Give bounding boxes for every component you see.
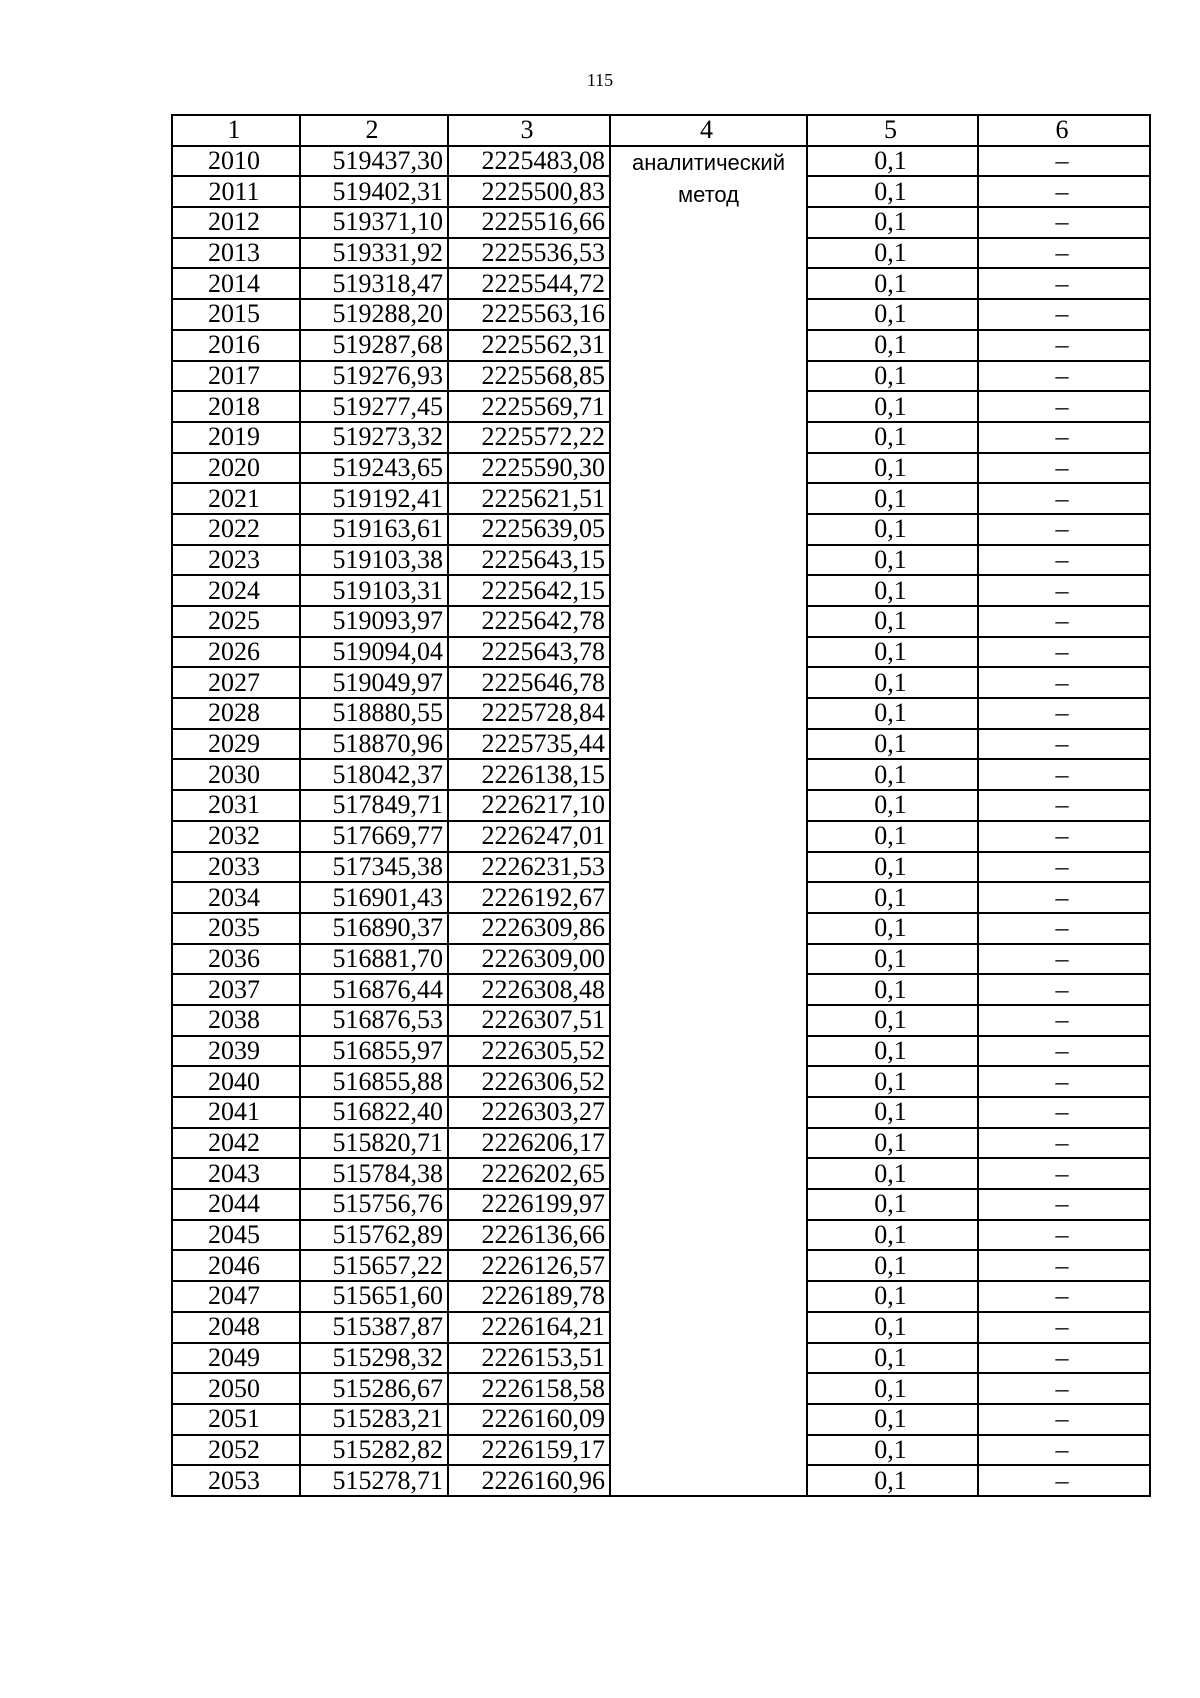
x-coordinate-cell: 515784,38 xyxy=(300,1158,448,1189)
y-coordinate-cell: 2226306,52 xyxy=(448,1066,610,1097)
x-coordinate-cell: 519049,97 xyxy=(300,667,448,698)
accuracy-cell: 0,1 xyxy=(807,1066,978,1097)
accuracy-cell: 0,1 xyxy=(807,1343,978,1374)
x-coordinate-cell: 519243,65 xyxy=(300,453,448,484)
point-number-cell: 2026 xyxy=(172,637,300,668)
accuracy-cell: 0,1 xyxy=(807,268,978,299)
point-number-cell: 2048 xyxy=(172,1312,300,1343)
point-number-cell: 2035 xyxy=(172,913,300,944)
y-coordinate-cell: 2226153,51 xyxy=(448,1343,610,1374)
header-cell-6: 6 xyxy=(978,115,1150,146)
accuracy-cell: 0,1 xyxy=(807,299,978,330)
x-coordinate-cell: 515762,89 xyxy=(300,1220,448,1251)
point-number-cell: 2021 xyxy=(172,483,300,514)
accuracy-cell: 0,1 xyxy=(807,698,978,729)
y-coordinate-cell: 2226126,57 xyxy=(448,1250,610,1281)
x-coordinate-cell: 519273,32 xyxy=(300,422,448,453)
accuracy-cell: 0,1 xyxy=(807,238,978,269)
y-coordinate-cell: 2225544,72 xyxy=(448,268,610,299)
accuracy-cell: 0,1 xyxy=(807,790,978,821)
table-header-row xyxy=(172,115,1150,146)
x-coordinate-cell: 518870,96 xyxy=(300,729,448,760)
accuracy-cell: 0,1 xyxy=(807,882,978,913)
y-coordinate-cell: 2225572,22 xyxy=(448,422,610,453)
y-coordinate-cell: 2226206,17 xyxy=(448,1128,610,1159)
x-coordinate-cell: 516876,44 xyxy=(300,974,448,1005)
note-cell: – xyxy=(978,913,1150,944)
note-cell: – xyxy=(978,637,1150,668)
accuracy-cell: 0,1 xyxy=(807,1189,978,1220)
accuracy-cell: 0,1 xyxy=(807,361,978,392)
x-coordinate-cell: 519371,10 xyxy=(300,207,448,238)
accuracy-cell: 0,1 xyxy=(807,453,978,484)
note-cell: – xyxy=(978,1158,1150,1189)
point-number-cell: 2019 xyxy=(172,422,300,453)
page-number: 115 xyxy=(586,70,614,90)
x-coordinate-cell: 518042,37 xyxy=(300,759,448,790)
accuracy-cell: 0,1 xyxy=(807,1435,978,1466)
accuracy-cell: 0,1 xyxy=(807,944,978,975)
accuracy-cell: 0,1 xyxy=(807,545,978,576)
x-coordinate-cell: 517345,38 xyxy=(300,852,448,883)
point-number-cell: 2051 xyxy=(172,1404,300,1435)
point-number-cell: 2045 xyxy=(172,1220,300,1251)
y-coordinate-cell: 2225728,84 xyxy=(448,698,610,729)
point-number-cell: 2010 xyxy=(172,146,300,177)
y-coordinate-cell: 2225621,51 xyxy=(448,483,610,514)
x-coordinate-cell: 516876,53 xyxy=(300,1005,448,1036)
y-coordinate-cell: 2226303,27 xyxy=(448,1097,610,1128)
point-number-cell: 2033 xyxy=(172,852,300,883)
x-coordinate-cell: 515651,60 xyxy=(300,1281,448,1312)
x-coordinate-cell: 516901,43 xyxy=(300,882,448,913)
note-cell: – xyxy=(978,514,1150,545)
method-text: аналитический метод xyxy=(631,149,785,207)
x-coordinate-cell: 515387,87 xyxy=(300,1312,448,1343)
x-coordinate-cell: 517669,77 xyxy=(300,821,448,852)
accuracy-cell: 0,1 xyxy=(807,422,978,453)
accuracy-cell: 0,1 xyxy=(807,1373,978,1404)
point-number-cell: 2050 xyxy=(172,1373,300,1404)
header-cell-1: 1 xyxy=(172,115,300,146)
y-coordinate-cell: 2225569,71 xyxy=(448,391,610,422)
x-coordinate-cell: 519288,20 xyxy=(300,299,448,330)
y-coordinate-cell: 2225516,66 xyxy=(448,207,610,238)
note-cell: – xyxy=(978,422,1150,453)
x-coordinate-cell: 515298,32 xyxy=(300,1343,448,1374)
x-coordinate-cell: 516822,40 xyxy=(300,1097,448,1128)
x-coordinate-cell: 517849,71 xyxy=(300,790,448,821)
note-cell: – xyxy=(978,453,1150,484)
x-coordinate-cell: 518880,55 xyxy=(300,698,448,729)
note-cell: – xyxy=(978,759,1150,790)
note-cell: – xyxy=(978,483,1150,514)
point-number-cell: 2024 xyxy=(172,575,300,606)
y-coordinate-cell: 2226202,65 xyxy=(448,1158,610,1189)
accuracy-cell: 0,1 xyxy=(807,667,978,698)
x-coordinate-cell: 519402,31 xyxy=(300,176,448,207)
header-cell-5: 5 xyxy=(807,115,978,146)
x-coordinate-cell: 519103,38 xyxy=(300,545,448,576)
x-coordinate-cell: 519192,41 xyxy=(300,483,448,514)
y-coordinate-cell: 2225643,78 xyxy=(448,637,610,668)
note-cell: – xyxy=(978,1312,1150,1343)
note-cell: – xyxy=(978,790,1150,821)
accuracy-cell: 0,1 xyxy=(807,821,978,852)
note-cell: – xyxy=(978,1066,1150,1097)
point-number-cell: 2017 xyxy=(172,361,300,392)
y-coordinate-cell: 2225562,31 xyxy=(448,330,610,361)
accuracy-cell: 0,1 xyxy=(807,606,978,637)
note-cell: – xyxy=(978,238,1150,269)
x-coordinate-cell: 519331,92 xyxy=(300,238,448,269)
accuracy-cell: 0,1 xyxy=(807,176,978,207)
y-coordinate-cell: 2225536,53 xyxy=(448,238,610,269)
y-coordinate-cell: 2226199,97 xyxy=(448,1189,610,1220)
accuracy-cell: 0,1 xyxy=(807,759,978,790)
y-coordinate-cell: 2226307,51 xyxy=(448,1005,610,1036)
note-cell: – xyxy=(978,575,1150,606)
y-coordinate-cell: 2225735,44 xyxy=(448,729,610,760)
note-cell: – xyxy=(978,299,1150,330)
x-coordinate-cell: 515283,21 xyxy=(300,1404,448,1435)
y-coordinate-cell: 2226247,01 xyxy=(448,821,610,852)
note-cell: – xyxy=(978,882,1150,913)
point-number-cell: 2027 xyxy=(172,667,300,698)
point-number-cell: 2038 xyxy=(172,1005,300,1036)
point-number-cell: 2012 xyxy=(172,207,300,238)
point-number-cell: 2015 xyxy=(172,299,300,330)
x-coordinate-cell: 519437,30 xyxy=(300,146,448,177)
accuracy-cell: 0,1 xyxy=(807,1158,978,1189)
x-coordinate-cell: 516881,70 xyxy=(300,944,448,975)
y-coordinate-cell: 2225563,16 xyxy=(448,299,610,330)
note-cell: – xyxy=(978,330,1150,361)
accuracy-cell: 0,1 xyxy=(807,852,978,883)
accuracy-cell: 0,1 xyxy=(807,1128,978,1159)
note-cell: – xyxy=(978,698,1150,729)
note-cell: – xyxy=(978,1005,1150,1036)
point-number-cell: 2032 xyxy=(172,821,300,852)
point-number-cell: 2044 xyxy=(172,1189,300,1220)
point-number-cell: 2018 xyxy=(172,391,300,422)
y-coordinate-cell: 2226158,58 xyxy=(448,1373,610,1404)
y-coordinate-cell: 2226309,86 xyxy=(448,913,610,944)
x-coordinate-cell: 515657,22 xyxy=(300,1250,448,1281)
point-number-cell: 2030 xyxy=(172,759,300,790)
point-number-cell: 2037 xyxy=(172,974,300,1005)
accuracy-cell: 0,1 xyxy=(807,146,978,177)
header-cell-3: 3 xyxy=(448,115,610,146)
y-coordinate-cell: 2225483,08 xyxy=(448,146,610,177)
note-cell: – xyxy=(978,1404,1150,1435)
y-coordinate-cell: 2226189,78 xyxy=(448,1281,610,1312)
point-number-cell: 2014 xyxy=(172,268,300,299)
accuracy-cell: 0,1 xyxy=(807,1465,978,1496)
point-number-cell: 2011 xyxy=(172,176,300,207)
x-coordinate-cell: 516890,37 xyxy=(300,913,448,944)
note-cell: – xyxy=(978,1097,1150,1128)
y-coordinate-cell: 2226164,21 xyxy=(448,1312,610,1343)
note-cell: – xyxy=(978,1220,1150,1251)
accuracy-cell: 0,1 xyxy=(807,1097,978,1128)
y-coordinate-cell: 2225642,78 xyxy=(448,606,610,637)
accuracy-cell: 0,1 xyxy=(807,1036,978,1067)
note-cell: – xyxy=(978,207,1150,238)
x-coordinate-cell: 519277,45 xyxy=(300,391,448,422)
accuracy-cell: 0,1 xyxy=(807,391,978,422)
y-coordinate-cell: 2225500,83 xyxy=(448,176,610,207)
accuracy-cell: 0,1 xyxy=(807,729,978,760)
note-cell: – xyxy=(978,1281,1150,1312)
x-coordinate-cell: 519163,61 xyxy=(300,514,448,545)
note-cell: – xyxy=(978,268,1150,299)
note-cell: – xyxy=(978,1250,1150,1281)
note-cell: – xyxy=(978,361,1150,392)
x-coordinate-cell: 515278,71 xyxy=(300,1465,448,1496)
accuracy-cell: 0,1 xyxy=(807,913,978,944)
y-coordinate-cell: 2225568,85 xyxy=(448,361,610,392)
x-coordinate-cell: 519094,04 xyxy=(300,637,448,668)
x-coordinate-cell: 519276,93 xyxy=(300,361,448,392)
accuracy-cell: 0,1 xyxy=(807,1281,978,1312)
note-cell: – xyxy=(978,667,1150,698)
note-cell: – xyxy=(978,146,1150,177)
note-cell: – xyxy=(978,1128,1150,1159)
y-coordinate-cell: 2226305,52 xyxy=(448,1036,610,1067)
note-cell: – xyxy=(978,1343,1150,1374)
x-coordinate-cell: 515286,67 xyxy=(300,1373,448,1404)
accuracy-cell: 0,1 xyxy=(807,1250,978,1281)
point-number-cell: 2034 xyxy=(172,882,300,913)
y-coordinate-cell: 2226309,00 xyxy=(448,944,610,975)
note-cell: – xyxy=(978,821,1150,852)
point-number-cell: 2047 xyxy=(172,1281,300,1312)
point-number-cell: 2052 xyxy=(172,1435,300,1466)
note-cell: – xyxy=(978,1373,1150,1404)
point-number-cell: 2028 xyxy=(172,698,300,729)
point-number-cell: 2029 xyxy=(172,729,300,760)
y-coordinate-cell: 2225646,78 xyxy=(448,667,610,698)
header-cell-2: 2 xyxy=(300,115,448,146)
y-coordinate-cell: 2225639,05 xyxy=(448,514,610,545)
note-cell: – xyxy=(978,545,1150,576)
point-number-cell: 2049 xyxy=(172,1343,300,1374)
accuracy-cell: 0,1 xyxy=(807,1404,978,1435)
point-number-cell: 2022 xyxy=(172,514,300,545)
point-number-cell: 2046 xyxy=(172,1250,300,1281)
method-cell xyxy=(610,146,807,1496)
point-number-cell: 2013 xyxy=(172,238,300,269)
accuracy-cell: 0,1 xyxy=(807,1005,978,1036)
accuracy-cell: 0,1 xyxy=(807,575,978,606)
point-number-cell: 2031 xyxy=(172,790,300,821)
note-cell: – xyxy=(978,944,1150,975)
note-cell: – xyxy=(978,729,1150,760)
note-cell: – xyxy=(978,176,1150,207)
point-number-cell: 2039 xyxy=(172,1036,300,1067)
point-number-cell: 2025 xyxy=(172,606,300,637)
y-coordinate-cell: 2226192,67 xyxy=(448,882,610,913)
y-coordinate-cell: 2226160,96 xyxy=(448,1465,610,1496)
point-number-cell: 2016 xyxy=(172,330,300,361)
accuracy-cell: 0,1 xyxy=(807,207,978,238)
x-coordinate-cell: 516855,97 xyxy=(300,1036,448,1067)
accuracy-cell: 0,1 xyxy=(807,974,978,1005)
x-coordinate-cell: 516855,88 xyxy=(300,1066,448,1097)
y-coordinate-cell: 2226160,09 xyxy=(448,1404,610,1435)
y-coordinate-cell: 2226159,17 xyxy=(448,1435,610,1466)
point-number-cell: 2043 xyxy=(172,1158,300,1189)
note-cell: – xyxy=(978,1435,1150,1466)
y-coordinate-cell: 2225642,15 xyxy=(448,575,610,606)
x-coordinate-cell: 519318,47 xyxy=(300,268,448,299)
x-coordinate-cell: 515820,71 xyxy=(300,1128,448,1159)
note-cell: – xyxy=(978,391,1150,422)
accuracy-cell: 0,1 xyxy=(807,330,978,361)
table-row xyxy=(172,146,1150,177)
x-coordinate-cell: 515282,82 xyxy=(300,1435,448,1466)
note-cell: – xyxy=(978,1189,1150,1220)
header-cell-4: 4 xyxy=(610,115,807,146)
y-coordinate-cell: 2225590,30 xyxy=(448,453,610,484)
accuracy-cell: 0,1 xyxy=(807,637,978,668)
point-number-cell: 2040 xyxy=(172,1066,300,1097)
point-number-cell: 2023 xyxy=(172,545,300,576)
coordinates-table xyxy=(171,114,1151,1497)
y-coordinate-cell: 2226231,53 xyxy=(448,852,610,883)
accuracy-cell: 0,1 xyxy=(807,514,978,545)
accuracy-cell: 0,1 xyxy=(807,483,978,514)
x-coordinate-cell: 515756,76 xyxy=(300,1189,448,1220)
point-number-cell: 2041 xyxy=(172,1097,300,1128)
note-cell: – xyxy=(978,1465,1150,1496)
point-number-cell: 2042 xyxy=(172,1128,300,1159)
y-coordinate-cell: 2226308,48 xyxy=(448,974,610,1005)
note-cell: – xyxy=(978,1036,1150,1067)
accuracy-cell: 0,1 xyxy=(807,1312,978,1343)
accuracy-cell: 0,1 xyxy=(807,1220,978,1251)
note-cell: – xyxy=(978,974,1150,1005)
y-coordinate-cell: 2226136,66 xyxy=(448,1220,610,1251)
x-coordinate-cell: 519093,97 xyxy=(300,606,448,637)
x-coordinate-cell: 519287,68 xyxy=(300,330,448,361)
note-cell: – xyxy=(978,852,1150,883)
y-coordinate-cell: 2226138,15 xyxy=(448,759,610,790)
point-number-cell: 2036 xyxy=(172,944,300,975)
note-cell: – xyxy=(978,606,1150,637)
y-coordinate-cell: 2226217,10 xyxy=(448,790,610,821)
point-number-cell: 2020 xyxy=(172,453,300,484)
x-coordinate-cell: 519103,31 xyxy=(300,575,448,606)
y-coordinate-cell: 2225643,15 xyxy=(448,545,610,576)
point-number-cell: 2053 xyxy=(172,1465,300,1496)
